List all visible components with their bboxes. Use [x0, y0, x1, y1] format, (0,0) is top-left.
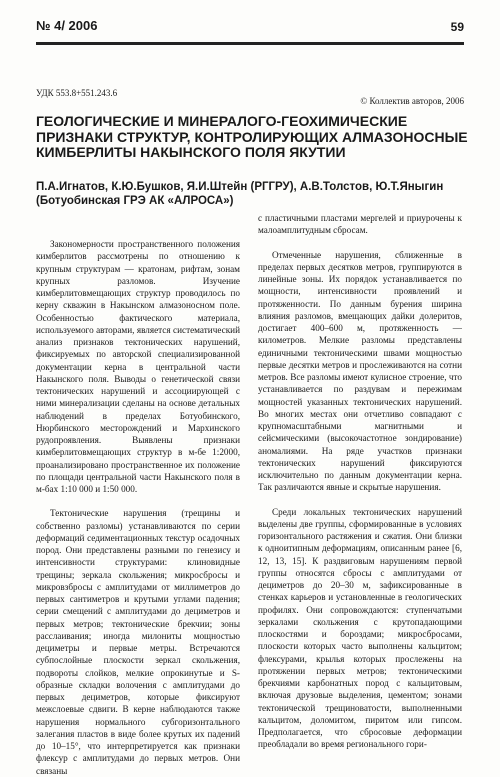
paragraph: Закономерности пространственного положения кимберлитов рассмотрены по отношению к крупным структурам — кратонам, рифтам, зонам крупных разломов. Изучение кимберлитовмещающих структур проводилось по керну скважин в Накынском алмазоносном поле. Особенностью фактического материала, используемого авторами, является систематический анализ признаков тектонических нарушений, фиксируемых по авторской специализированной документации керна в центральной части Накынского поля. Выводы о генетической связи тектонических нарушений и ассоциирующей с ними минерализации сделаны на основе детальных наблюдений в пределах Ботуобинского, Нюрбинского месторождений и Мархинского рудопроявления. Выявлены признаки кимберлитовмещающих структур в м-бе 1:2000, проанализировано пространственное их положение по площади центральной части Накынского поля в м-бах 1:10 000 и 1:50 000. [36, 239, 240, 494]
running-header [36, 16, 464, 45]
authors-line: П.А.Игнатов, К.Ю.Бушков, Я.И.Штейн (РГГРУ), А.В.Толстов, Ю.Т.Яныгин [36, 181, 444, 193]
paragraph: Тектонические нарушения (трещины и собственно разломы) устанавливаются по серии деформаций седиментационных текстур осадочных пород. Они представлены разными по генезису и интенсивности структурами: клиновидные трещины; зеркала скольжения; микросбросы и микровзбросы с амплитудами от миллиметров до первых сантиметров и крутыми углами падения; серии смещений с амплитудами до дециметров и первых метров; тектонические брекчии; зоны расслаивания; иногда милониты мощностью дециметры и первые метры. Встречаются субпослойные плоскости зеркал скольжения, подвороты слойков, мелкие опрокинутые и S-образные складки волочения с амплитудами до первых дециметров, которые фиксируют межслоевые сдвиги. В керне наблюдаются также нарушения нормального субгоризонтального залегания пластов в виде более крутых их падений до 10–15°, что интерпретируется как признаки флексур с амплитудами до первых метров. Они связаны [36, 508, 240, 776]
page-number: 59 [450, 20, 464, 34]
text-column-left [36, 238, 240, 776]
paragraph: с пластичными пластами мергелей и приурочены к малоамплитудным сбросам. [258, 213, 462, 236]
authors-block [36, 180, 476, 208]
paragraph: Среди локальных тектонических нарушений выделены две группы, сформированные в условиях горизонтального растяжения и сжатия. Они близки к одноитипным деформациям, описанным ранее [6, 12, 13, 15]. К раздвиговым нарушениям первой группы относятся сбросы с амплитудами от дециметров до 20–30 м, зафиксированные в стенках карьеров и установленные в геологических профилях. Они сопровождаются: ступенчатыми зеркалами скольжения с крутопадающими плоскостями и бороздами; микросбросами, плоскости которых часто выполнены кальцитом; флексурами, крылья которых прослежены на протяжении первых метров; тектоническими брекчиями карбонатных пород с кальцитовым, включая друзовые выделения, цементом; зонами тектонической трещиноватости, выполненными кальцитом, доломитом, пиритом или гипсом. Предполагается, что сбросовые деформации преобладали во время регионального гори- [258, 506, 462, 750]
copyright-notice: © Коллектив авторов, 2006 [360, 96, 464, 106]
text-column-right [258, 212, 462, 750]
paragraph: Отмеченные нарушения, сближенные в пределах первых десятков метров, группируются в линейные зоны. Их порядок устанавливается по мощности, интенсивности проявлений и протяженности. По данным бурения ширина влияния разломов, вмещающих дайки долеритов, достигает 400–600 м, протяженность — километров. Мелкие разломы представлены единичными тектоническими швами мощностью первые десятки метров и прослеживаются на сотни метров. Все разломы имеют кулисное строение, что устанавливается по раздувам и пережимам мощностей указанных тектонических нарушений. Во многих местах они отчетливо совпадают с крупномасштабными магнитными и сейсмическими (высокочастотное зондирование) аномалиями. На ряде участков признаки тектонических нарушений фиксируются исключительно по данным документации керна. Так различаются явные и скрытые нарушения. [258, 249, 462, 493]
authors-affiliation: (Ботуобинская ГРЭ АК «АЛРОСА») [36, 195, 234, 207]
udc-code: УДК 553.8+551.243.6 [36, 88, 118, 98]
article-title: ГЕОЛОГИЧЕСКИЕ И МИНЕРАЛОГО-ГЕОХИМИЧЕСКИЕ ПРИЗНАКИ СТРУКТУР, КОНТРОЛИРУЮЩИХ АЛМАЗОНОСНЫЕ КИМБЕРЛИТЫ НАКЫНСКОГО ПОЛЯ ЯКУТИИ [36, 113, 468, 160]
issue-number: № 4/ 2006 [36, 18, 98, 33]
